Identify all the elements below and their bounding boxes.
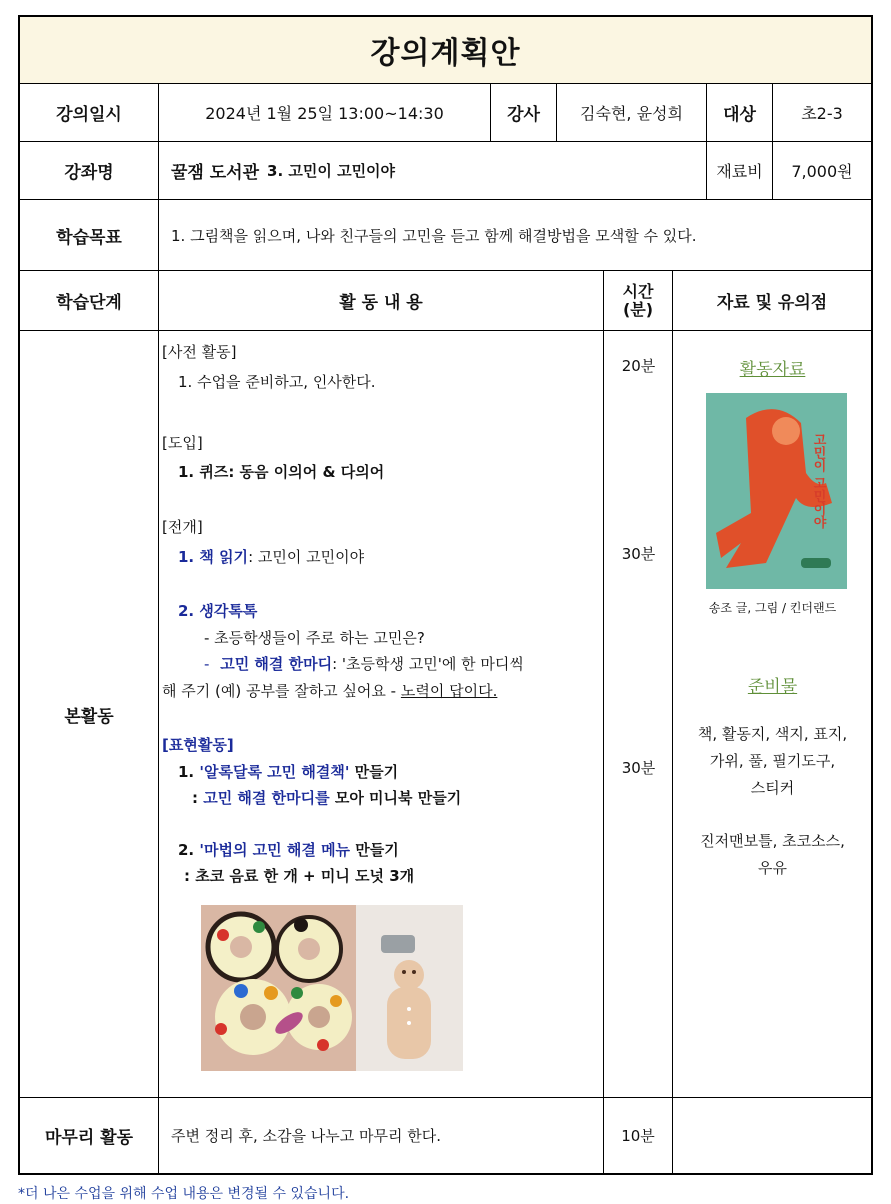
- closing-materials: [672, 1097, 871, 1173]
- time-header: [603, 270, 672, 330]
- dev-item2-sub2-dash: -: [204, 655, 210, 673]
- course-value-main: 꿀잼 도서관: [171, 163, 260, 183]
- main-activity-cell: [158, 330, 603, 1097]
- expr-item2-sub: : 초코 음료 한 개 + 미니 도넛 3개: [184, 867, 415, 885]
- footnote: *더 나은 수업을 위해 수업 내용은 변경될 수 있습니다.: [18, 1186, 350, 1202]
- main-time-cell: [603, 330, 672, 1097]
- main-stage-label: 본활동: [20, 330, 158, 1097]
- expr-item2-rest: 만들기: [355, 841, 399, 859]
- dev-item2-sub2-line2-b: 노력이 답이다.: [400, 682, 498, 700]
- book-cover: [706, 393, 847, 589]
- intro-heading: [도입]: [162, 434, 203, 452]
- bottle-cap: [381, 935, 415, 953]
- supplies-line-3: 스티커: [750, 779, 795, 797]
- expr-item1-sub-colon: :: [192, 789, 198, 807]
- expr-item2: [178, 839, 399, 860]
- supplies-label: 준비물: [747, 677, 798, 697]
- fee-label: 재료비: [706, 141, 772, 199]
- course-label: 강좌명: [20, 141, 158, 199]
- goal-label: 학습목표: [20, 199, 158, 270]
- craft-photo: [201, 905, 463, 1071]
- date-label: 강의일시: [20, 83, 158, 141]
- closing-stage-label: 마무리 활동: [20, 1097, 158, 1173]
- intro-item: 1. 퀴즈: 동음 이의어 & 다의어: [178, 463, 385, 481]
- time-header-line2: (분): [622, 299, 654, 319]
- dev-heading: [전개]: [162, 518, 203, 536]
- instructor-value: 김숙현, 윤성희: [556, 83, 706, 141]
- dev-item1: [178, 546, 364, 567]
- expr-item2-num: 2.: [178, 841, 195, 859]
- expr-item1-label: '알록달록 고민 해결책': [199, 763, 350, 781]
- dev-item2-sub2-line2: [162, 680, 497, 701]
- dev-item2-sub2: [204, 653, 524, 674]
- time-expr: 30분: [621, 759, 656, 777]
- goal-value: 1. 그림책을 읽으며, 나와 친구들의 고민을 듣고 함께 해결방법을 모색할 수 있다.: [158, 199, 871, 270]
- expr-item1-sub-label: 고민 해결 한마디를: [203, 789, 330, 807]
- instructor-label: 강사: [490, 83, 556, 141]
- closing-time: 10분: [603, 1097, 672, 1173]
- activity-material-label: 활동자료: [739, 360, 806, 380]
- dev-item2-label: 2. 생각톡톡: [178, 602, 258, 620]
- expr-item1-sub-rest: 모아 미니북 만들기: [334, 789, 462, 807]
- fee-value: 7,000원: [772, 141, 871, 199]
- supplies-line-1: 책, 활동지, 색지, 표지,: [697, 725, 848, 743]
- pre-item: 1. 수업을 준비하고, 인사한다.: [178, 373, 376, 391]
- dev-item2-sub2-rest: : '초등학생 고민'에 한 마디씩: [332, 655, 524, 673]
- materials-header: 자료 및 유의점: [672, 270, 871, 330]
- main-materials-cell: [672, 330, 871, 1097]
- expr-item1-num: 1.: [178, 763, 195, 781]
- expr-item1-rest: 만들기: [354, 763, 399, 781]
- dev-item1-rest: : 고민이 고민이야: [248, 548, 365, 566]
- time-pre: 20분: [621, 357, 656, 375]
- stage-header: 학습단계: [20, 270, 158, 330]
- page-title: 강의계획안: [20, 17, 871, 83]
- dev-item1-label: 1. 책 읽기: [178, 548, 249, 566]
- dev-item2-sub2-label: 고민 해결 한마디: [220, 655, 333, 673]
- book-credit: 송조 글, 그림 / 킨더랜드: [708, 601, 837, 615]
- course-value-sub: 3. 고민이 고민이야: [267, 162, 396, 180]
- course-value: [158, 141, 706, 199]
- supplies-line-2: 가위, 풀, 필기도구,: [709, 752, 836, 770]
- expr-heading: [표현활동]: [162, 736, 234, 754]
- supplies-line-4: 진저맨보틀, 초코소스,: [700, 832, 845, 850]
- expr-item1-sub: [192, 787, 461, 808]
- expr-item2-label: '마법의 고민 해결 메뉴: [199, 841, 351, 859]
- time-dev: 30분: [621, 545, 656, 563]
- lecture-plan-table: [18, 15, 873, 1175]
- target-value: 초2-3: [772, 83, 871, 141]
- dev-item2-sub2-line2-a: 해 주기 (예) 공부를 잘하고 싶어요 -: [162, 682, 397, 700]
- expr-item1: [178, 761, 398, 782]
- gingerman-head: [394, 960, 424, 990]
- date-value: 2024년 1월 25일 13:00~14:30: [158, 83, 490, 141]
- time-header-line1: 시간: [622, 281, 654, 301]
- supplies-line-5: 우유: [758, 859, 787, 877]
- activity-header: 활 동 내 용: [158, 270, 603, 330]
- closing-activity: 주변 정리 후, 소감을 나누고 마무리 한다.: [158, 1097, 603, 1173]
- target-label: 대상: [706, 83, 772, 141]
- dev-item2-sub1: - 초등학생들이 주로 하는 고민은?: [204, 629, 425, 647]
- book-cover-title: 고민이 고민이야: [810, 433, 826, 529]
- pre-heading: [사전 활동]: [162, 343, 237, 361]
